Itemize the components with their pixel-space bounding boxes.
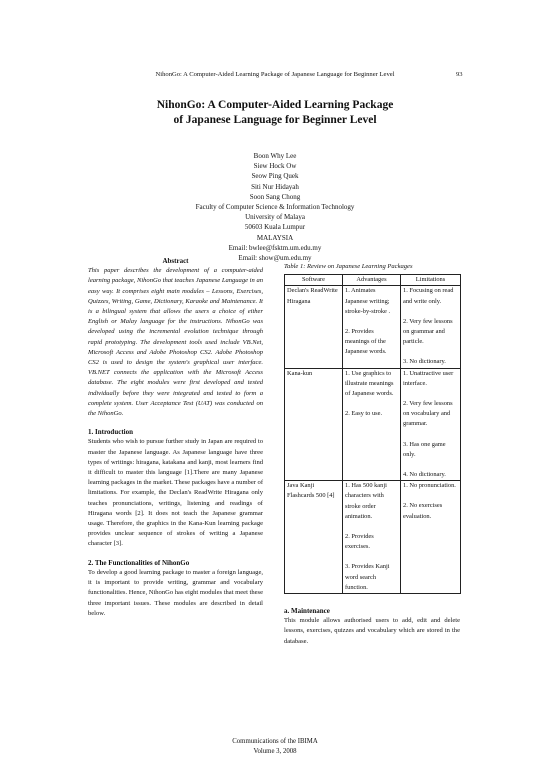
advantages-cell: [343, 368, 401, 481]
limitation-item: 1. Unattractive user interface.: [403, 369, 454, 387]
advantage-item: 1. Use graphics to illustrate meanings of Japanese words.: [345, 369, 394, 398]
table-header-cell: Advantages: [343, 275, 401, 286]
advantage-item: 3. Provides Kanji word search function.: [345, 563, 390, 591]
right-column: [284, 262, 460, 647]
section-2-text: To develop a good learning package to master a foreign language, it is important to provide writing, grammar and vocabulary functionalities. Hence, NihonGo has eight modules that meet these three important issues. These modules are described in detail below.: [88, 568, 263, 617]
affiliation-line: MALAYSIA: [256, 233, 294, 242]
limitation-item: 4. No dictionary.: [403, 471, 446, 479]
table-row: [285, 286, 461, 368]
author-block: [40, 151, 510, 263]
author-line: Soon Sang Chong: [249, 192, 301, 201]
table-header-cell: Software: [285, 275, 343, 286]
advantage-item: 2. Provides exercises.: [345, 533, 374, 551]
email-line: Email: bwlee@fsktm.um.edu.my: [228, 243, 322, 252]
author-line: Siew Hock Ow: [253, 162, 297, 171]
subsection-a-heading: a. Maintenance: [284, 607, 330, 616]
limitations-cell: [401, 481, 461, 594]
section-2-heading: 2. The Functionalities of NihonGo: [88, 558, 190, 567]
table-row: [285, 481, 461, 594]
advantage-item: 1. Has 500 kanji characters with stroke order animation.: [345, 482, 387, 520]
limitation-item: 1. No pronunciation.: [403, 482, 456, 490]
software-cell: Kana-kun: [285, 368, 343, 481]
limitation-item: 2. Very few lessons on grammar and particle.: [403, 317, 453, 346]
footer-volume: Volume 3, 2008: [253, 747, 297, 755]
software-cell: Declan's ReadWrite Hiragana: [285, 286, 343, 368]
affiliation-line: University of Malaya: [245, 213, 305, 222]
limitation-item: 2. No exercises evaluation.: [403, 502, 443, 520]
limitations-cell: [401, 286, 461, 368]
paper-title: [40, 98, 510, 128]
advantages-cell: [343, 286, 401, 368]
abstract-text: This paper describes the development of a computer-aided learning package, NihonGo that teaches Japanese Language in an easy way. It comprises eight main modules – Lessons, Exercises, Quizzes, Writing, Game, Dictionary, Karaoke and Maintenance. It is a bilingual system that allows the users a choice of either English or Malay language for the instructions. NihonGo was developed using the incremental evolution technique through rapid prototyping. The development tools used include VB.Net, Microsoft Access and Adobe Photoshop CS2. Adobe Photoshop CS2 is used to design the system's graphical user interface. VB.NET connects the application with the Microsoft Access database. The eight modules were first developed and tested individually before they were integrated and tested to form a complete system. User Acceptance Test (UAT) was conducted on the NihonGo.: [88, 267, 263, 418]
author-line: Seow Ping Quek: [251, 172, 299, 181]
page-number: 93: [456, 71, 463, 78]
advantage-item: 2. Easy to use.: [345, 410, 383, 418]
abstract-heading: Abstract: [162, 257, 189, 265]
limitations-cell: [401, 368, 461, 481]
limitation-item: 3. No dictionary.: [403, 358, 446, 366]
footer-journal: Communications of the IBIMA: [232, 738, 318, 745]
table-header-cell: Limitations: [401, 275, 461, 286]
advantage-item: 2. Provides meanings of the Japanese words.: [345, 328, 387, 356]
limitation-item: 1. Focusing on read and write only.: [403, 287, 454, 305]
table-caption: Table 1: Review on Japanese Learning Packages: [284, 263, 413, 270]
advantages-cell: [343, 481, 401, 594]
title-line-1: NihonGo: A Computer-Aided Learning Package: [156, 99, 394, 111]
advantage-item: 1. Animates Japanese writing; stroke-by-stroke .: [345, 287, 391, 315]
review-table: [284, 274, 461, 594]
title-line-2: of Japanese Language for Beginner Level: [173, 114, 377, 126]
subsection-a-text: This module allows authorised users to add, edit and delete lessons, exercises, quizzes and vocabulary which are stored in the database.: [284, 617, 460, 645]
affiliation-line: Faculty of Computer Science & Information Technology: [195, 203, 355, 212]
email-line: Email: show@um.edu.my: [238, 254, 312, 263]
author-line: Siti Nur Hidayah: [251, 182, 299, 191]
author-line: Boon Why Lee: [253, 152, 297, 160]
software-cell: Java Kanji Flashcards 500 [4]: [285, 481, 343, 594]
table-row: [285, 368, 461, 481]
running-head: NihonGo: A Computer-Aided Learning Package of Japanese Language for Beginner Level: [155, 71, 395, 78]
limitation-item: 3. Has one game only.: [403, 440, 446, 458]
section-1-text: Students who wish to pursue further study in Japan are required to master the Japanese language. As Japanese language have three types of writings: hiragana, katakana and kanji, most learners find it difficult to master this language [1].There are many Japanese learning packages in the market. These packages have a number of limitations. For example, the Declan's ReadWrite Hiragana only teaches pronunciations, writings, listening and readings of Hiragana words [2]. It does not teach the Japanese grammar usage. Therefore, the graphics in the Kana-Kun learning package provides unclear sequence of strokes of writing a Japanese character [3].: [88, 438, 263, 548]
left-column: [88, 256, 263, 619]
table-header-row: [285, 275, 461, 286]
affiliation-line: 50603 Kuala Lumpur: [244, 223, 306, 232]
limitation-item: 2. Very few lessons on vocabulary and grammar.: [403, 400, 453, 428]
section-1-heading: 1. Introduction: [88, 428, 133, 437]
footer: [40, 737, 510, 756]
